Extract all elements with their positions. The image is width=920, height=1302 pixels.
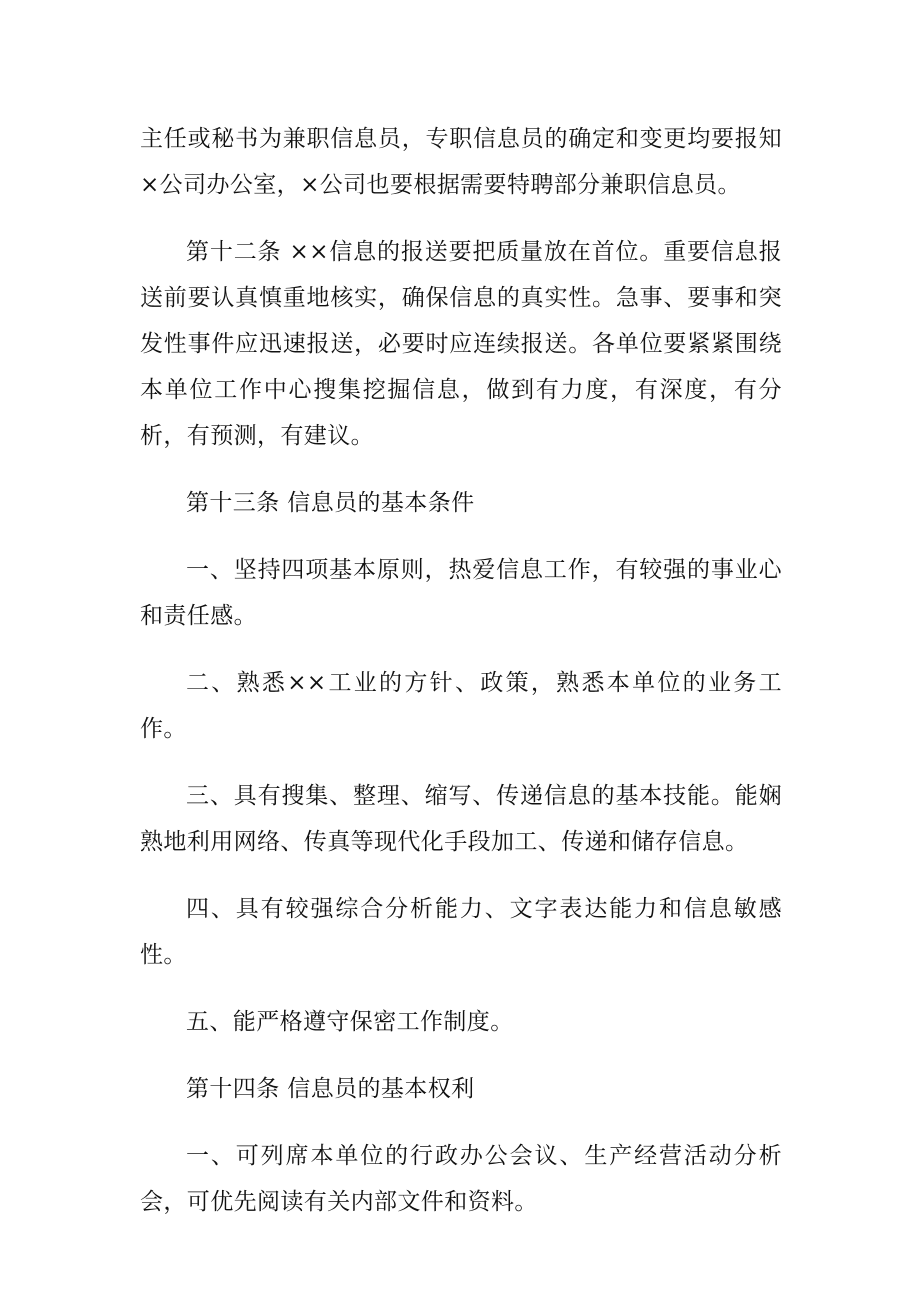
list-item-condition-2: 二、熟悉××工业的方针、政策，熟悉本单位的业务工作。 [140,670,782,742]
list-item-condition-4: 四、具有较强综合分析能力、文字表达能力和信息敏感性。 [140,896,782,968]
list-item-condition-3: 三、具有搜集、整理、缩写、传递信息的基本技能。能娴熟地利用网络、传真等现代化手段加工、传递和储存信息。 [140,783,782,855]
list-item-condition-1: 一、坚持四项基本原则，热爱信息工作，有较强的事业心和责任感。 [140,557,782,629]
document-body [140,116,782,1246]
list-item-condition-5: 五、能严格遵守保密工作制度。 [186,1009,514,1035]
paragraph-continuation: 主任或秘书为兼职信息员，专职信息员的确定和变更均要报知×公司办公室，×公司也要根据需要特聘部分兼职信息员。 [140,126,782,198]
list-item-right-1: 一、可列席本单位的行政办公会议、生产经营活动分析会，可优先阅读有关内部文件和资料。 [140,1143,782,1215]
heading-article-14: 第十四条 信息员的基本权利 [186,1076,475,1102]
paragraph-article-12: 第十二条 ××信息的报送要把质量放在首位。重要信息报送前要认真慎重地核实，确保信息的真实性。急事、要事和突发性事件应迅速报送，必要时应连续报送。各单位要紧紧围绕本单位工作中心搜集挖掘信息，做到有力度，有深度，有分析，有预测，有建议。 [140,239,782,449]
heading-article-13: 第十三条 信息员的基本条件 [186,490,475,516]
